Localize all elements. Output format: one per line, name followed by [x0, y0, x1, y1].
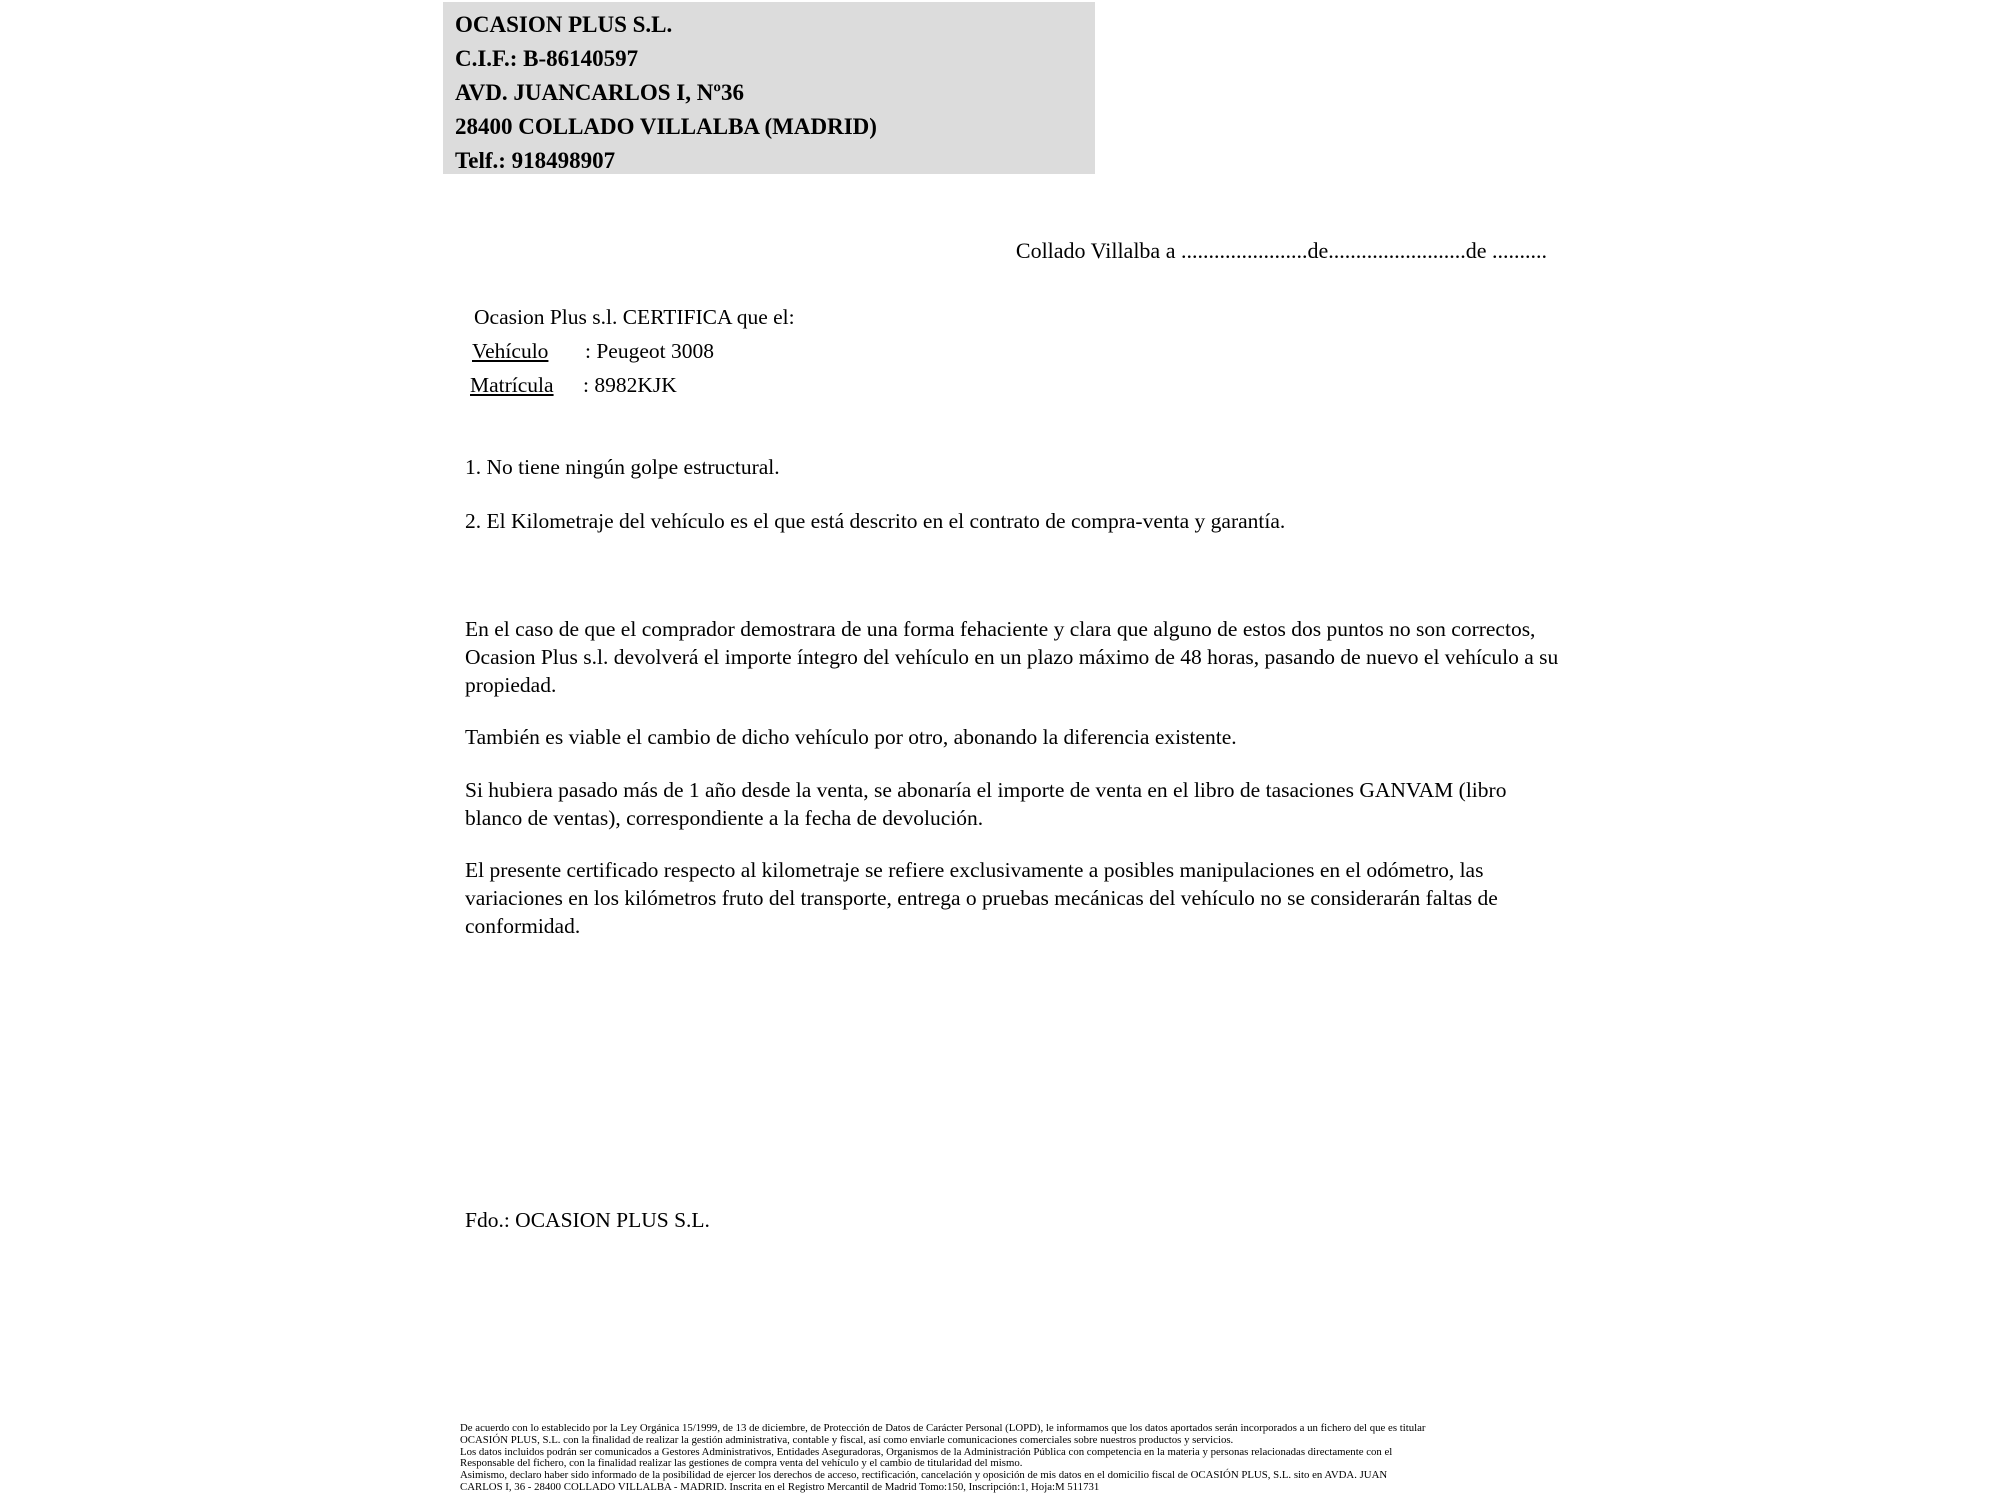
legal-line: Responsable del fichero, con la finalidad realizar las gestiones de compra venta del vehículo y el cambio de titularidad del mismo.	[460, 1457, 1023, 1470]
paragraph-refund: En el caso de que el comprador demostrara de una forma fehaciente y clara que alguno de estos dos puntos no son correctos, Ocasion Plus s.l. devolverá el importe íntegro del vehículo en un plazo máximo de 48 horas, pasando de nuevo el vehículo a su propiedad.	[465, 617, 1559, 697]
company-header-box	[443, 2, 1095, 174]
paragraph-ganvam: Si hubiera pasado más de 1 año desde la venta, se abonaría el importe de venta en el libro de tasaciones GANVAM (libro blanco de ventas), correspondiente a la fecha de devolución.	[465, 778, 1507, 830]
plate-row	[470, 371, 677, 399]
company-address: AVD. JUANCARLOS I, Nº36	[455, 80, 744, 105]
certification-intro: Ocasion Plus s.l. CERTIFICA que el:	[474, 305, 795, 329]
company-city: 28400 COLLADO VILLALBA (MADRID)	[455, 114, 877, 139]
legal-line: OCASIÓN PLUS, S.L. con la finalidad de realizar la gestión administrativa, contable y fiscal, así como enviarle comunicaciones comerciales sobre nuestros productos y servicios.	[460, 1433, 1234, 1446]
vehicle-row	[472, 337, 714, 365]
legal-line: CARLOS I, 36 - 28400 COLLADO VILLALBA - MADRID. Inscrita en el Registro Mercantil de Madrid Tomo:150, Inscripción:1, Hoja:M 511731	[460, 1480, 1100, 1493]
signature-line: Fdo.: OCASION PLUS S.L.	[465, 1208, 710, 1232]
company-phone: Telf.: 918498907	[455, 148, 616, 173]
legal-line: Asimismo, declaro haber sido informado de la posibilidad de ejercer los derechos de acceso, rectificación, cancelación y oposición de mis datos en el domicilio fiscal de OCASIÓN PLUS, S.L. sito en AVDA. JUAN	[460, 1469, 1388, 1482]
paragraph-odometer: El presente certificado respecto al kilometraje se refiere exclusivamente a posibles manipulaciones en el odómetro, las variaciones en los kilómetros fruto del transporte, entrega o pruebas mecánicas del vehículo no se considerarán faltas de conformidad.	[465, 858, 1498, 938]
legal-line: De acuerdo con lo establecido por la Ley Orgánica 15/1999, de 13 de diciembre, de Protección de Datos de Carácter Personal (LOPD), le informamos que los datos aportados serán incorporados a un fichero del que es titular	[460, 1422, 1426, 1434]
paragraph-exchange: También es viable el cambio de dicho vehículo por otro, abonando la diferencia existente.	[465, 725, 1237, 749]
legal-line: Los datos incluidos podrán ser comunicados a Gestores Administrativos, Entidades Aseguradoras, Organismos de la Administración Pública con competencia en la materia y personas relacionadas directamente con el	[460, 1445, 1393, 1458]
legal-footer	[460, 1423, 1570, 1494]
company-name: OCASION PLUS S.L.	[455, 12, 673, 37]
date-line: Collado Villalba a .......................de.........................de ..........	[1015, 238, 1547, 263]
certified-point-1: 1. No tiene ningún golpe estructural.	[465, 455, 780, 479]
company-cif: C.I.F.: B-86140597	[455, 46, 639, 71]
vehicle-label: Vehículo	[472, 339, 549, 363]
certified-point-2: 2. El Kilometraje del vehículo es el que está descrito en el contrato de compra-venta y garantía.	[465, 509, 1286, 533]
vehicle-value: : Peugeot 3008	[585, 339, 714, 363]
plate-label: Matrícula	[470, 373, 554, 397]
plate-value: : 8982KJK	[583, 373, 677, 397]
